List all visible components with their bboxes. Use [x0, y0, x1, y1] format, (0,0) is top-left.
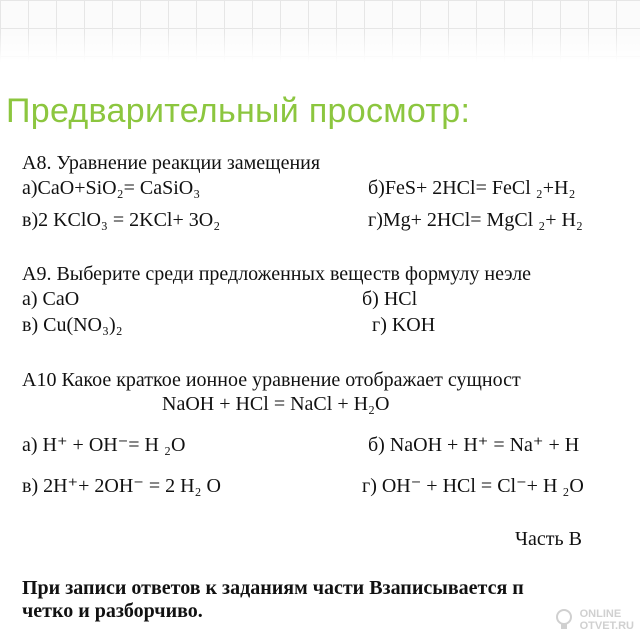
a9-heading: А9. Выберите среди предложенных веществ формулу неэле [22, 263, 532, 285]
part-b-label: Часть В [515, 528, 582, 550]
a9-option-v: в) Cu(NO₃)₂ [22, 314, 123, 336]
a10-option-a: а) H⁺ + OH⁻= H ₂O [22, 434, 186, 456]
a8-option-b: б)FeS+ 2HCl= FeCl ₂+H₂ [368, 177, 576, 199]
part-b-instruction-line1: При записи ответов к заданиям части Взаписывается п [22, 577, 524, 599]
a9-option-g: г) KOH [372, 314, 436, 336]
a9-option-b: б) HCl [362, 288, 418, 310]
watermark-line1: ONLINE [579, 608, 622, 620]
a8-heading: А8. Уравнение реакции замещения [22, 152, 321, 174]
part-b-instruction-line2: четко и разборчиво. [22, 600, 203, 622]
a10-option-v: в) 2H⁺+ 2OH⁻ = 2 H₂ O [22, 475, 221, 497]
page-title: Предварительный просмотр: [6, 92, 471, 130]
a10-option-g: г) OH⁻ + HCl = Cl⁻+ H ₂O [362, 475, 584, 497]
a8-option-g: г)Mg+ 2HCl= MgCl ₂+ H₂ [368, 209, 583, 231]
a10-heading: А10 Какое краткое ионное уравнение отображает сущност [22, 369, 521, 391]
grid-background [0, 0, 640, 62]
a8-option-a: а)СаО+SiO₂= CaSiO₃ [22, 177, 201, 199]
lightbulb-icon [554, 608, 574, 632]
a8-option-v: в)2 KClO₃ = 2KCl+ 3O₂ [22, 209, 221, 231]
a10-equation: NaOH + HCl = NaCl + H₂O [162, 393, 390, 415]
watermark [580, 608, 634, 632]
watermark-line2: OTVET.RU [579, 620, 634, 632]
a9-option-a: а) CaO [22, 288, 80, 310]
a10-option-b: б) NaOH + H⁺ = Na⁺ + H [368, 434, 580, 456]
